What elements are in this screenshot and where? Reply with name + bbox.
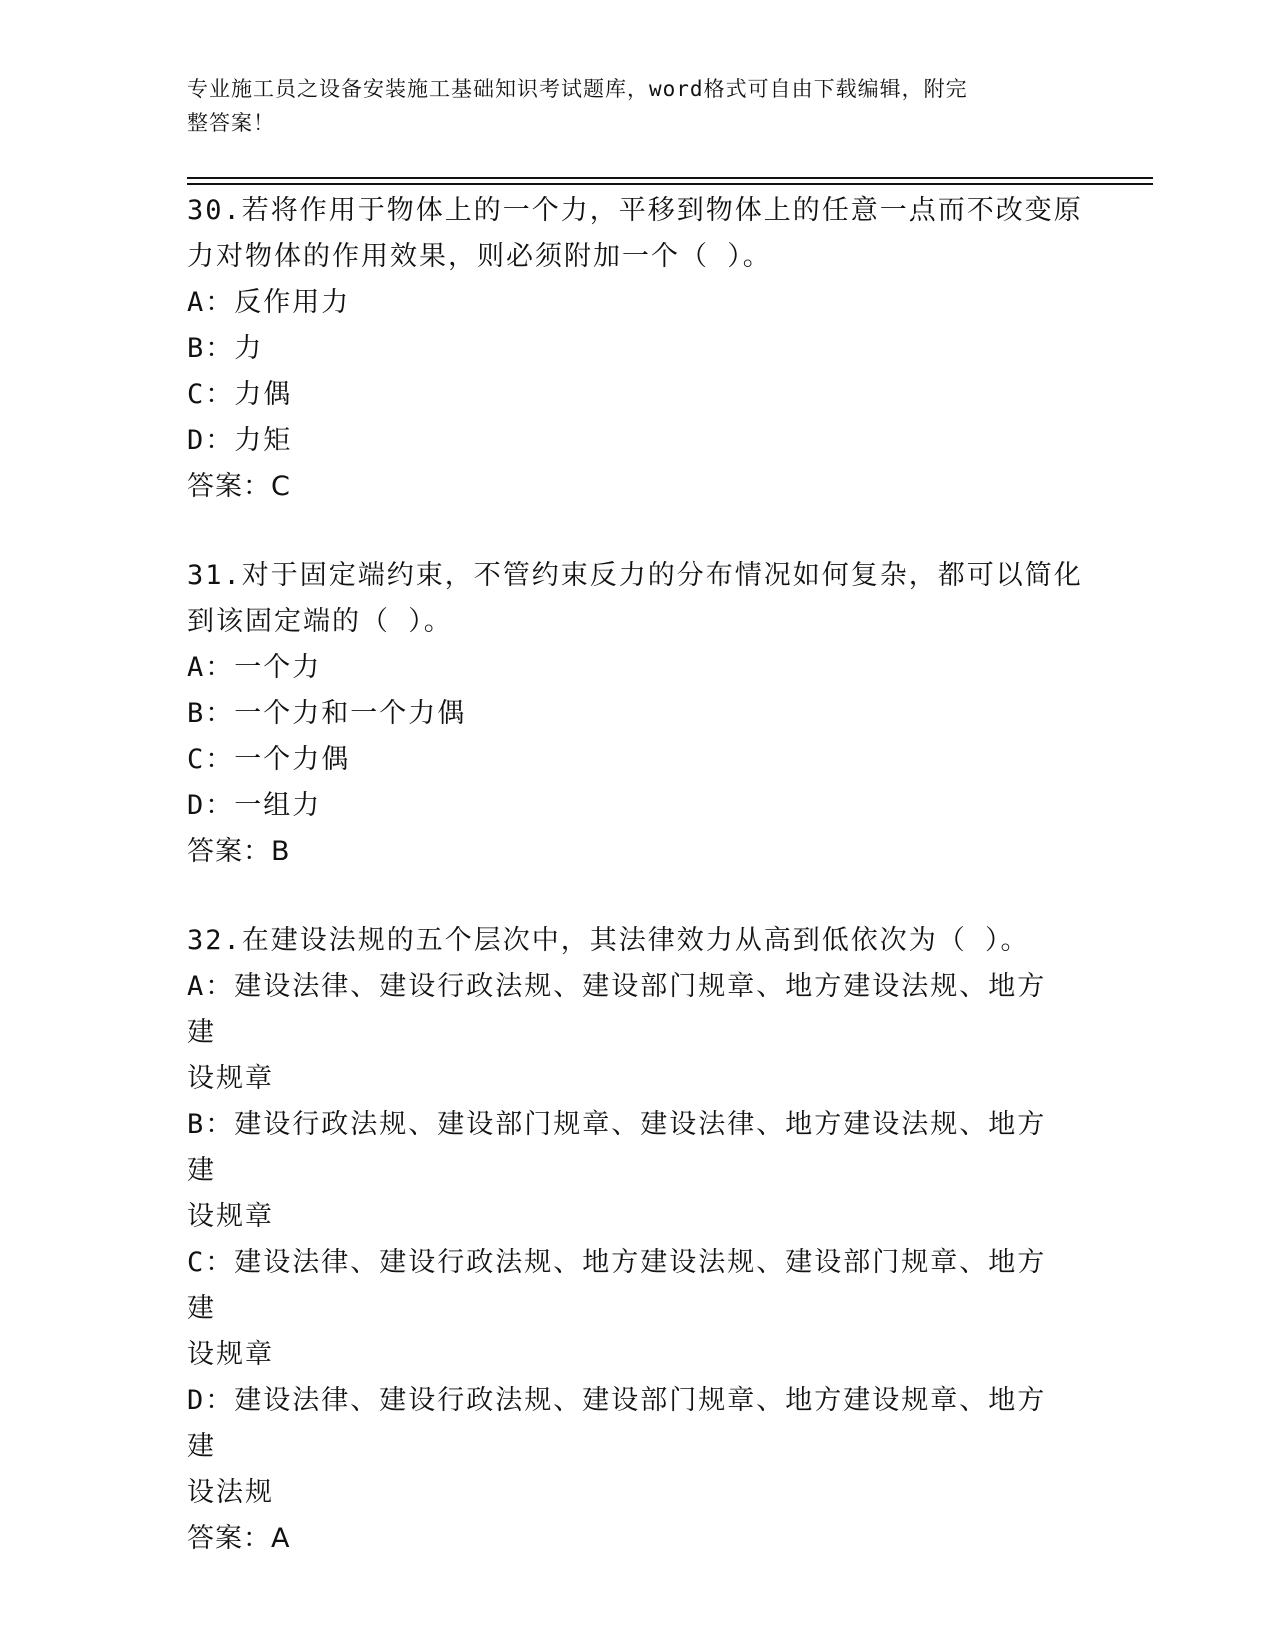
option-d: D：力矩	[187, 425, 293, 456]
option-a: A：反作用力	[187, 287, 351, 318]
question-text-line: 32.在建设法规的五个层次中，其法律效力从高到低依次为（ ）。	[187, 925, 1030, 956]
option-d-continued: 设法规	[187, 1477, 274, 1508]
question-text-line: 30.若将作用于物体上的一个力，平移到物体上的任意一点而不改变原	[187, 195, 1083, 226]
answer-line: 答案：C	[187, 471, 291, 502]
question-32	[187, 918, 1067, 1562]
header-line-2: 整答案！	[187, 111, 275, 135]
option-b: B：力	[187, 333, 264, 364]
option-b: B：一个力和一个力偶	[187, 698, 467, 729]
option-b: B：建设行政法规、建设部门规章、建设法律、地方建设法规、地方建	[187, 1109, 1047, 1186]
question-text-line: 31.对于固定端约束，不管约束反力的分布情况如何复杂，都可以简化	[187, 560, 1083, 591]
header-divider-bottom	[187, 183, 1153, 185]
document-header	[187, 72, 1067, 140]
option-d: D：建设法律、建设行政法规、建设部门规章、地方建设规章、地方建	[187, 1385, 1047, 1462]
option-c: C：一个力偶	[187, 744, 351, 775]
option-b-continued: 设规章	[187, 1201, 274, 1232]
answer-line: 答案：B	[187, 836, 291, 867]
option-c-continued: 设规章	[187, 1339, 274, 1370]
option-c: C：建设法律、建设行政法规、地方建设法规、建设部门规章、地方建	[187, 1247, 1047, 1324]
question-text-line: 到该固定端的（ ）。	[187, 606, 453, 637]
question-31	[187, 553, 1083, 875]
header-line-1: 专业施工员之设备安装施工基础知识考试题库，word格式可自由下载编辑，附完	[187, 77, 968, 101]
option-d: D：一组力	[187, 790, 322, 821]
header-divider-top	[187, 177, 1153, 179]
option-a: A：一个力	[187, 652, 322, 683]
option-a: A：建设法律、建设行政法规、建设部门规章、地方建设法规、地方建	[187, 971, 1047, 1048]
option-a-continued: 设规章	[187, 1063, 274, 1094]
option-c: C：力偶	[187, 379, 293, 410]
answer-line: 答案：A	[187, 1523, 291, 1554]
question-text-line: 力对物体的作用效果，则必须附加一个（ ）。	[187, 241, 772, 272]
question-30	[187, 188, 1083, 510]
